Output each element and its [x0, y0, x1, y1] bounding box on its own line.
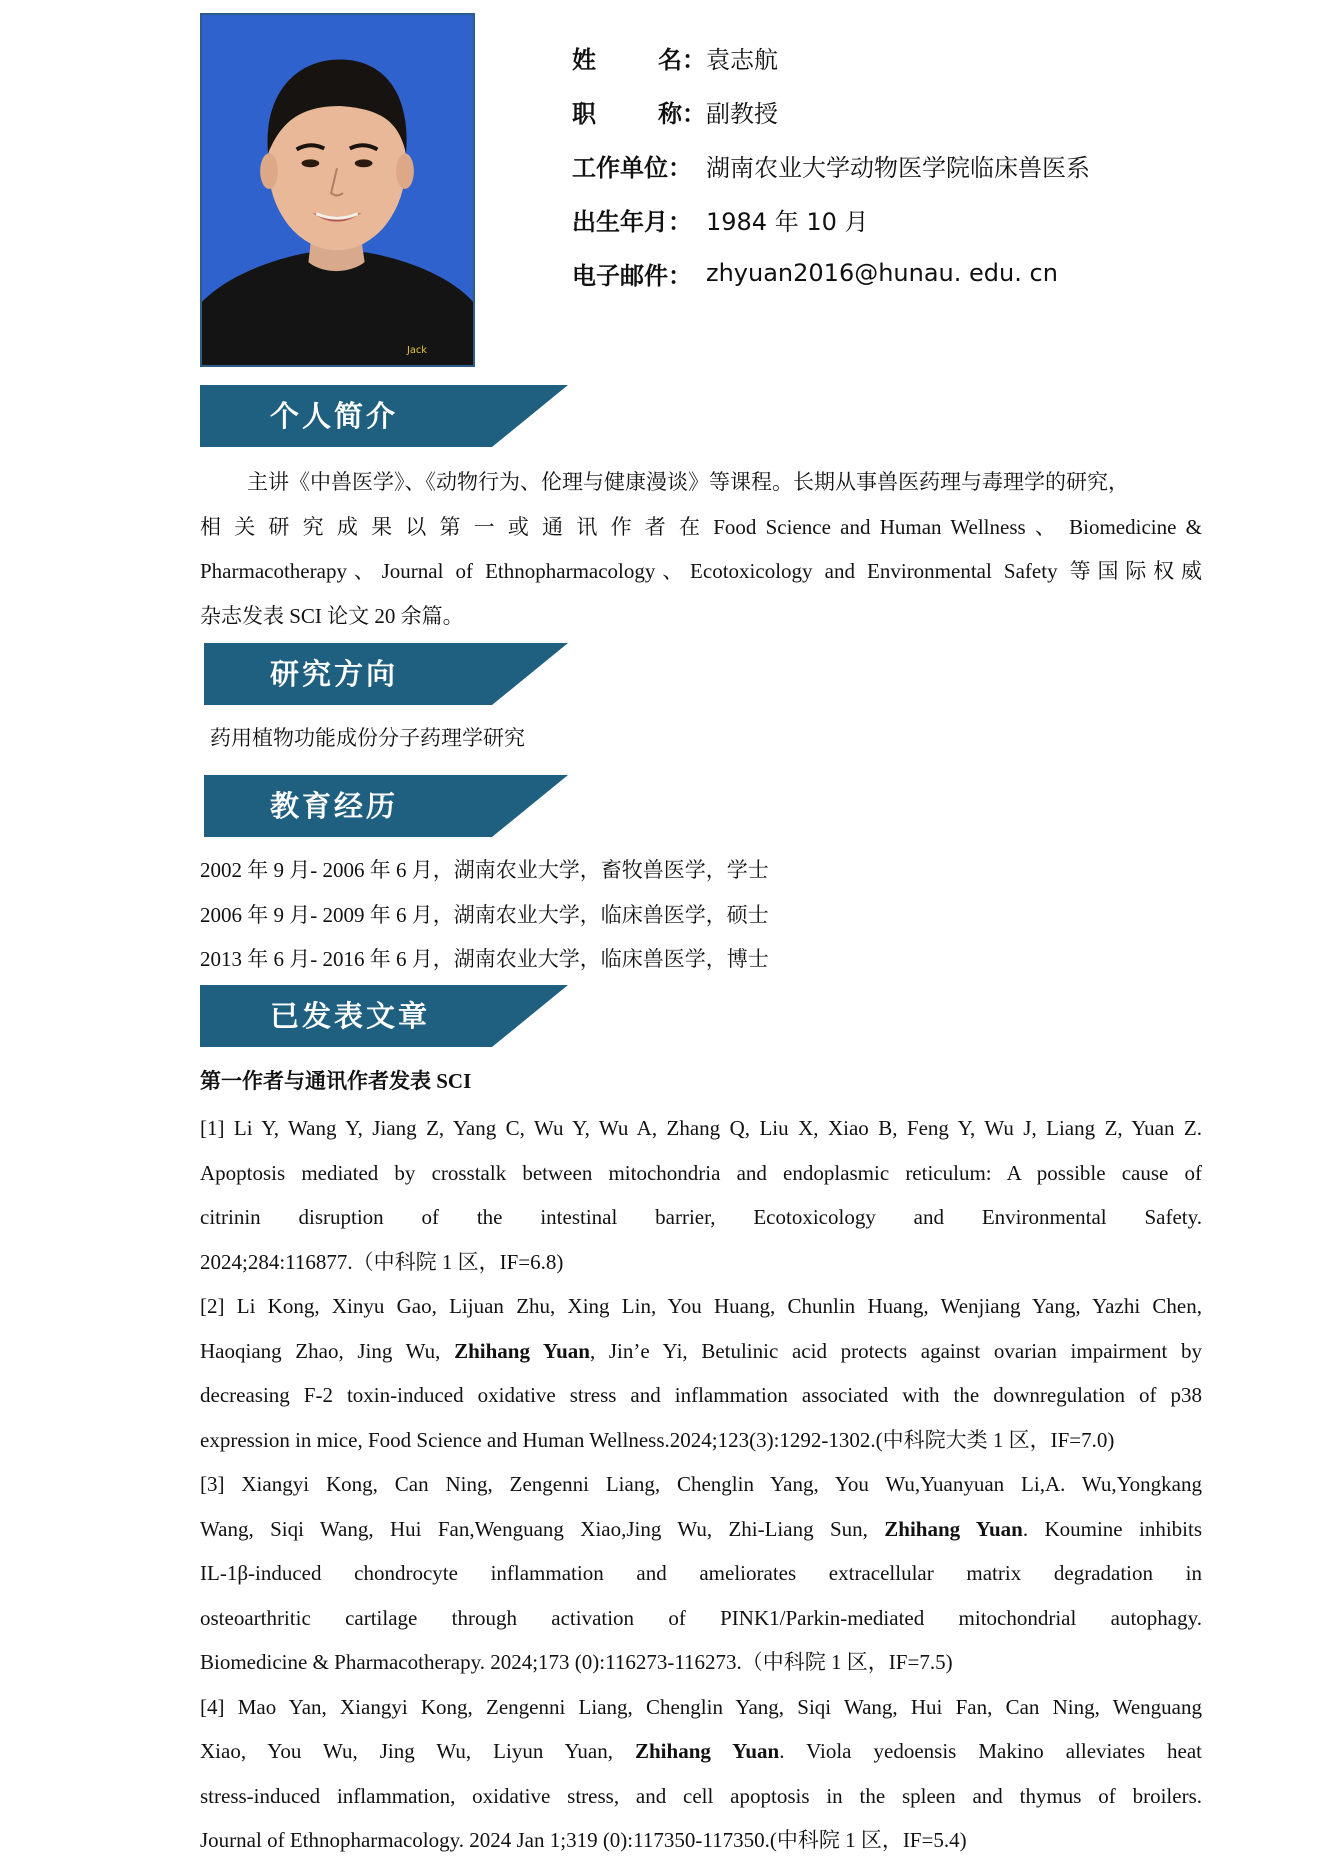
svg-text:Jack: Jack — [406, 345, 428, 357]
pub3-line-2-pre: Wang, Siqi Wang, Hui Fan,Wenguang Xiao,Jing Wu, Zhi-Liang Sun, — [200, 1516, 885, 1541]
pub1-line-2: Apoptosis mediated by crosstalk between mitochondria and endoplasmic reticulum: A possible cause of — [200, 1160, 1202, 1185]
organization-row — [572, 138, 1272, 192]
section-header-education — [200, 775, 568, 837]
intro-line-3: Pharmacotherapy、Journal of Ethnopharmacology、Ecotoxicology and Environmental Safety 等国际权威 — [200, 559, 1202, 583]
pub1-line-4: 2024;284:116877.（中科院 1 区，IF=6.8) — [200, 1249, 564, 1274]
section-header-publications — [200, 985, 568, 1047]
pub2-line-2-post: , Jin’e Yi, Betulinic acid protects against ovarian impairment by — [589, 1338, 1202, 1363]
title-label-char-1: 职 — [572, 99, 596, 128]
pub2-highlight-author: Zhihang Yuan — [454, 1338, 590, 1363]
education-list — [200, 848, 1202, 982]
pub3-line-2-post: . Koumine inhibits — [1022, 1516, 1203, 1541]
email-value[interactable]: zhyuan2016@hunau. edu. cn — [706, 259, 1058, 287]
intro-paragraph — [200, 460, 1202, 638]
section-title-education: 教育经历 — [270, 789, 399, 823]
email-row — [572, 246, 1272, 300]
section-title-research: 研究方向 — [270, 657, 399, 691]
pub4-line-3: stress-induced inflammation, oxidative stress, and cell apoptosis in the spleen and thymus of broilers. — [200, 1783, 1202, 1808]
pub4-line-4: Journal of Ethnopharmacology. 2024 Jan 1;319 (0):117350-117350.(中科院 1 区，IF=5.4) — [200, 1828, 967, 1852]
publication-list — [200, 1106, 1202, 1863]
title-value: 副教授 — [706, 99, 778, 128]
pub3-line-1: [3] Xiangyi Kong, Can Ning, Zengenni Liang, Chenglin Yang, You Wu,Yuanyuan Li,A. Wu,Yongkang — [200, 1472, 1202, 1496]
pub1-line-1: [1] Li Y, Wang Y, Jiang Z, Yang C, Wu Y, Wu A, Zhang Q, Liu X, Xiao B, Feng Y, Wu J, Liang Z, Yuan Z. — [200, 1116, 1202, 1140]
title-row — [572, 84, 1272, 138]
pub2-line-3: decreasing F-2 toxin-induced oxidative stress and inflammation associated with the downregulation of p38 — [200, 1383, 1202, 1407]
pub3-line-3: IL-1β-induced chondrocyte inflammation and ameliorates extracellular matrix degradation in — [200, 1561, 1202, 1585]
email-label: 电子邮件： — [572, 261, 692, 290]
name-row — [572, 30, 1272, 84]
title-label — [572, 94, 706, 129]
pub4-line-2 — [200, 1729, 1202, 1774]
intro-line-1: 主讲《中兽医学》、《动物行为、伦理与健康漫谈》等课程。长期从事兽医药理与毒理学的研究， — [247, 470, 1129, 494]
pub4-highlight-author: Zhihang Yuan — [635, 1739, 780, 1763]
pub3-line-5: Biomedicine & Pharmacotherapy. 2024;173 (0):116273-116273.（中科院 1 区，IF=7.5) — [200, 1650, 953, 1674]
profile-photo — [200, 13, 475, 367]
organization-label: 工作单位： — [572, 153, 692, 182]
section-title-intro: 个人简介 — [270, 399, 399, 433]
pub2-line-4: expression in mice, Food Science and Human Wellness.2024;123(3):1292-1302.(中科院大类 1 区，IF=7.0) — [200, 1427, 1115, 1452]
section-header-intro — [200, 385, 568, 447]
name-label — [572, 40, 706, 75]
personal-info — [572, 30, 1272, 300]
name-label-char-2: 名： — [658, 45, 706, 74]
pub4-line-2-post: . Viola yedoensis Makino alleviates heat — [779, 1739, 1202, 1763]
pub4-line-1: [4] Mao Yan, Xiangyi Kong, Zengenni Liang, Chenglin Yang, Siqi Wang, Hui Fan, Can Ning, Wenguang — [200, 1694, 1202, 1719]
section-title-publications: 已发表文章 — [270, 999, 431, 1033]
pub3-line-2 — [200, 1507, 1202, 1552]
publications-heading: 第一作者与通讯作者发表 SCI — [200, 1069, 472, 1093]
intro-line-2: 相 关 研 究 成 果 以 第 一 或 通 讯 作 者 在 Food Science and Human Wellness 、 Biomedicine & — [200, 514, 1202, 539]
section-header-research — [200, 643, 568, 705]
name-value: 袁志航 — [706, 45, 778, 74]
research-direction: 药用植物功能成份分子药理学研究 — [210, 726, 525, 750]
organization-value: 湖南农业大学动物医学院临床兽医系 — [706, 153, 1090, 182]
name-label-char-1: 姓 — [572, 45, 596, 74]
pub2-line-2 — [200, 1329, 1202, 1374]
pub3-highlight-author: Zhihang Yuan — [884, 1516, 1023, 1541]
pub2-line-1: [2] Li Kong, Xinyu Gao, Lijuan Zhu, Xing Lin, You Huang, Chunlin Huang, Wenjiang Yang, Yazhi Chen, — [200, 1294, 1202, 1318]
intro-line-4: 杂志发表 SCI 论文 20 余篇。 — [200, 603, 464, 628]
portrait-image — [202, 15, 473, 365]
education-item-2: 2006 年 9 月- 2009 年 6 月，湖南农业大学，临床兽医学，硕士 — [200, 902, 769, 927]
pub2-line-2-pre: Haoqiang Zhao, Jing Wu, — [200, 1338, 455, 1363]
education-item-1: 2002 年 9 月- 2006 年 6 月，湖南农业大学，畜牧兽医学，学士 — [200, 858, 769, 882]
birth-label: 出生年月： — [572, 207, 692, 236]
birth-value: 1984 年 10 月 — [706, 207, 869, 236]
pub1-line-3: citrinin disruption of the intestinal barrier, Ecotoxicology and Environmental Safety. — [200, 1205, 1202, 1229]
title-label-char-2: 称： — [658, 99, 706, 128]
pub3-line-4: osteoarthritic cartilage through activation of PINK1/Parkin-mediated mitochondrial autophagy. — [200, 1605, 1202, 1630]
pub4-line-2-pre: Xiao, You Wu, Jing Wu, Liyun Yuan, — [200, 1739, 635, 1763]
birth-row — [572, 192, 1272, 246]
education-item-3: 2013 年 6 月- 2016 年 6 月，湖南农业大学，临床兽医学，博士 — [200, 947, 769, 971]
